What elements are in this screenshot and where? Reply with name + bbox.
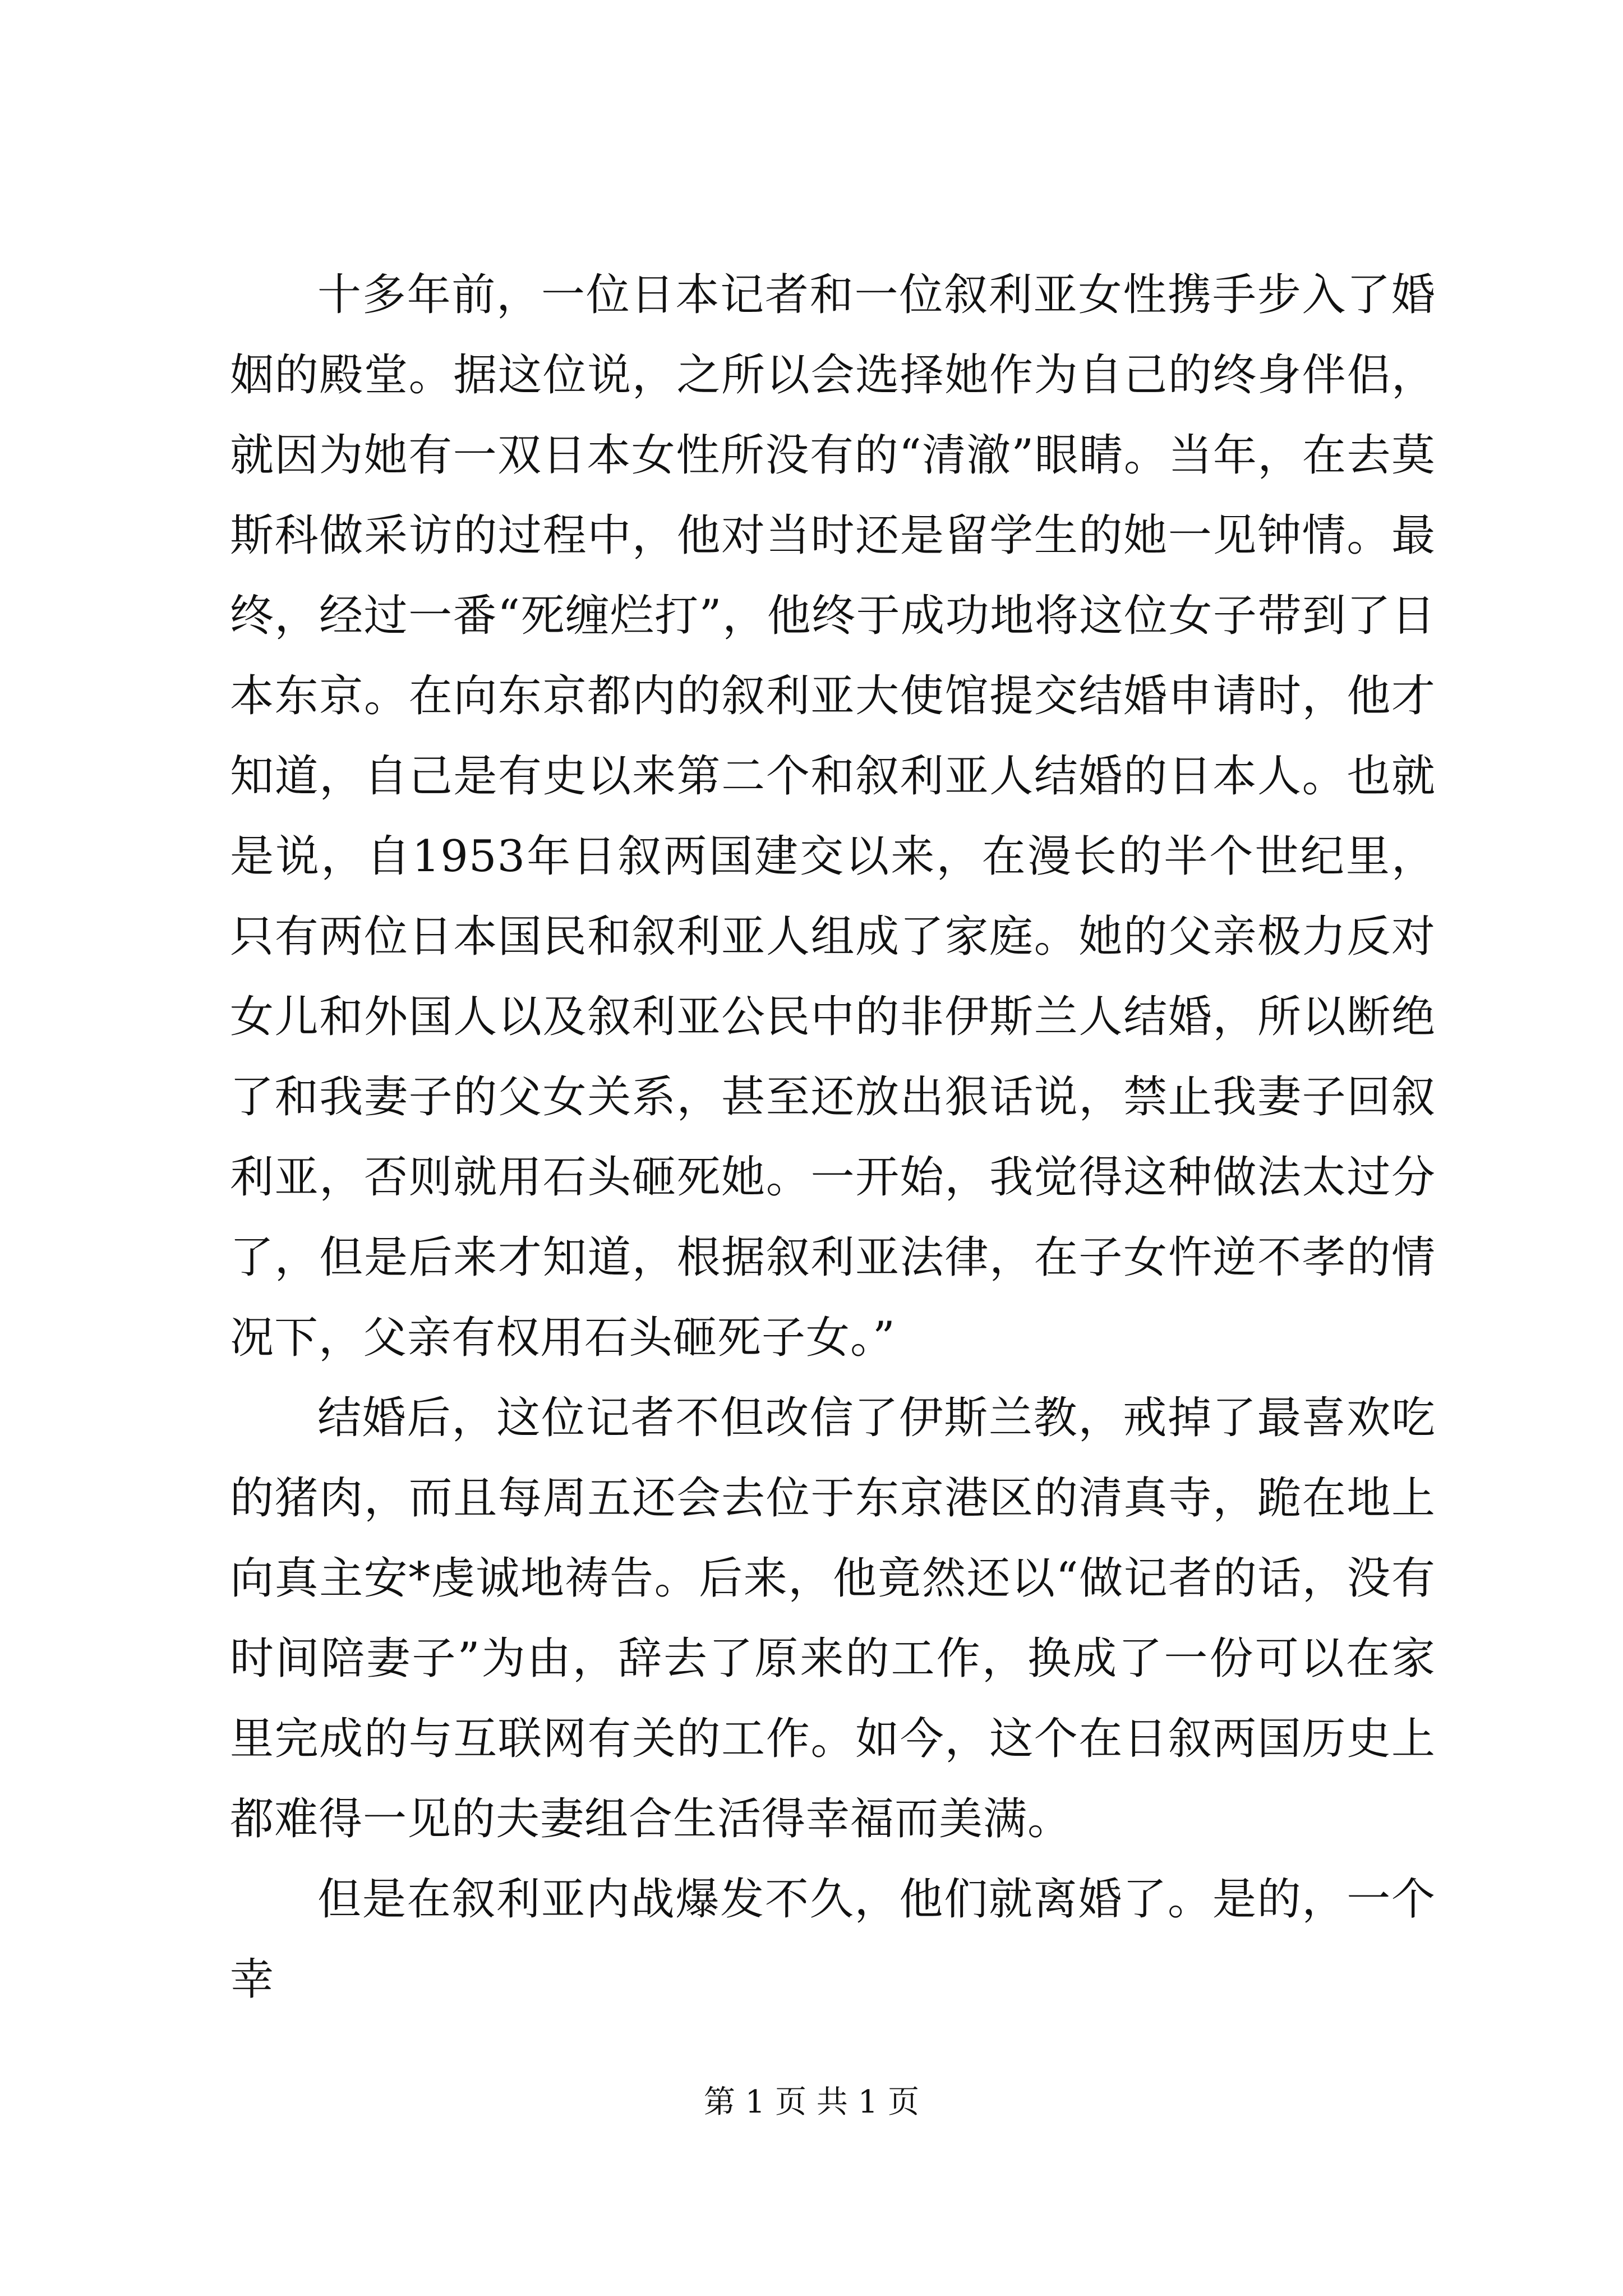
document-body bbox=[230, 255, 1436, 2020]
paragraph-3: 但是在叙利亚内战爆发不久，他们就离婚了。是的，一个幸 bbox=[230, 1874, 1436, 2005]
page-footer: 第 1 页 共 1 页 bbox=[703, 2084, 920, 2120]
paragraph-1: 十多年前，一位日本记者和一位叙利亚女性携手步入了婚姻的殿堂。据这位说，之所以会选择她作为自己的终身伴侣，就因为她有一双日本女性所没有的“清澈”眼睛。当年，在去莫斯科做采访的过程中，他对当时还是留学生的她一见钟情。最终，经过一番“死缠烂打”，他终于成功地将这位女子带到了日本东京。在向东京都内的叙利亚大使馆提交结婚申请时，他才知道，自己是有史以来第二个和叙利亚人结婚的日本人。也就是说，自1953年日叙两国建交以来，在漫长的半个世纪里，只有两位日本国民和叙利亚人组成了家庭。她的父亲极力反对女儿和外国人以及叙利亚公民中的非伊斯兰人结婚，所以断绝了和我妻子的父女关系，甚至还放出狠话说，禁止我妻子回叙利亚，否则就用石头砸死她。一开始，我觉得这种做法太过分了，但是后来才知道，根据叙利亚法律，在子女忤逆不孝的情况下，父亲有权用石头砸死子女。” bbox=[230, 270, 1436, 1363]
paragraph-2: 结婚后，这位记者不但改信了伊斯兰教，戒掉了最喜欢吃的猪肉，而且每周五还会去位于东京港区的清真寺，跪在地上向真主安*虔诚地祷告。后来，他竟然还以“做记者的话，没有时间陪妻子”为由，辞去了原来的工作，换成了一份可以在家里完成的与互联网有关的工作。如今，这个在日叙两国历史上都难得一见的夫妻组合生活得幸福而美满。 bbox=[230, 1393, 1436, 1844]
